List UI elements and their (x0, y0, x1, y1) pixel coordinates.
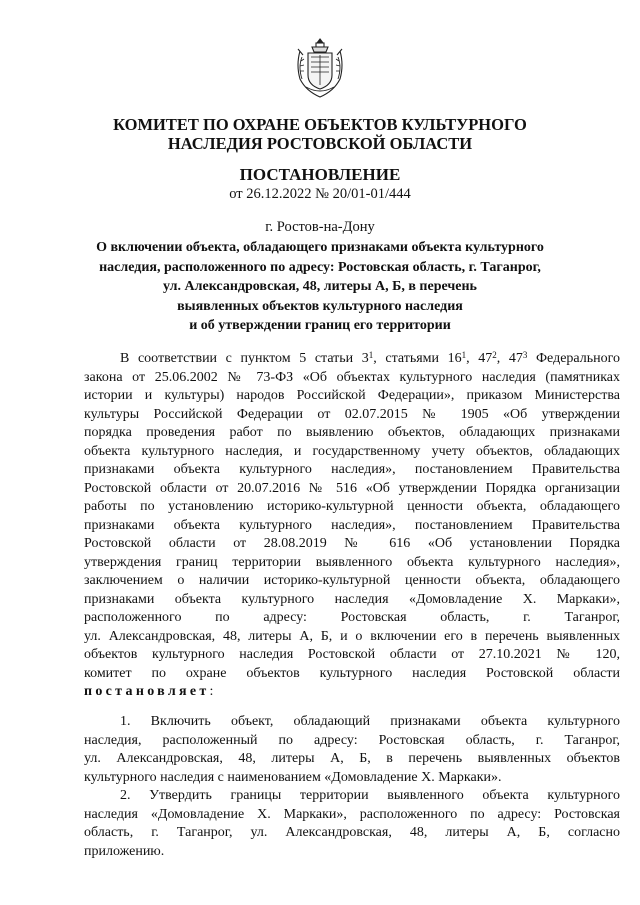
paragraph-line: культурного наследия с наименованием «Домовладение Х. Маркаки». (84, 769, 502, 785)
org-name-line: НАСЛЕДИЯ РОСТОВСКОЙ ОБЛАСТИ (167, 134, 473, 153)
subject-line: наследия, расположенного по адресу: Ростовская область, г. Таганрог, (99, 259, 541, 275)
paragraph-line: признаками объекта культурного наследия», постановлением Правительства (84, 517, 620, 533)
subject-line: и об утверждении границ его территории (189, 318, 451, 333)
subject-line: ул. Александровская, 48, литеры А, Б, в перечень (163, 279, 477, 294)
paragraph-line: порядка проведения работ по выявлению объектов, обладающих признаками (84, 425, 620, 440)
document-city: г. Ростов-на-Дону (265, 219, 375, 235)
rostov-oblast-coat-of-arms-icon (292, 35, 348, 99)
resolution-item-2 (84, 787, 620, 861)
paragraph-line: область, г. Таганрог, ул. Александровская, 48, литеры А, Б, согласно (84, 825, 620, 840)
paragraph-line: расположенного по адресу: Ростовская область, г. Таганрог, (84, 610, 620, 625)
paragraph-line: признаками объекта культурного наследия «Домовладение Х. Маркаки», (84, 591, 620, 607)
paragraph-line: наследия «Домовладение Х. Маркаки», расположенного по адресу: Ростовская (84, 806, 620, 822)
paragraph-line: истории и культуры) народов Российской Федерации», приказом Министерства (84, 388, 620, 403)
paragraph-line: Ростовской области от 20.07.2016 № 516 «Об утверждении Порядка организации (84, 480, 620, 496)
paragraph-line: В соответствии с пунктом 5 статьи $3^1$, статьями $16^1$, $47^2$, $47^3$ Федерального (120, 350, 621, 366)
paragraph-line: признаками объекта культурного наследия», постановлением Правительства (84, 462, 620, 477)
document-subject (60, 238, 580, 336)
organization-name (40, 115, 600, 153)
document-type: ПОСТАНОВЛЕНИЕ (239, 165, 401, 184)
subject-line: О включении объекта, обладающего признаками объекта культурного (96, 240, 544, 255)
resolution-item-1 (84, 713, 620, 787)
paragraph-line: постановляет: (84, 684, 214, 699)
paragraph-line: объекта культурного наследия, и государственному учету объектов, обладающих (84, 443, 620, 459)
paragraph-line: 2. Утвердить границы территории выявленного объекта культурного (120, 788, 620, 803)
paragraph-line: работы по установлению историко-культурной ценности объекта, обладающего (84, 499, 620, 514)
paragraph-line: культуры Российской Федерации от 02.07.2015 № 1905 «Об утверждении (84, 406, 620, 422)
document-date-number: от 26.12.2022 № 20/01-01/444 (229, 186, 411, 202)
resolves-word: постановляет (84, 684, 210, 699)
paragraph-line: 1. Включить объект, обладающий признаками объекта культурного (120, 714, 620, 729)
paragraph-line: утверждения границ территории выявленного объекта культурного наследия», (84, 554, 620, 570)
paragraph-line: комитет по охране объектов культурного наследия Ростовской области (84, 665, 620, 681)
paragraph-line: наследия, расположенный по адресу: Ростовская область, г. Таганрог, (84, 732, 620, 748)
preamble-paragraph (84, 350, 620, 702)
paragraph-line: приложению. (84, 843, 165, 859)
paragraph-line: закона от 25.06.2002 № 73-ФЗ «Об объектах культурного наследия (памятниках (84, 369, 620, 385)
org-name-line: КОМИТЕТ ПО ОХРАНЕ ОБЪЕКТОВ КУЛЬТУРНОГО (113, 115, 527, 134)
paragraph-line: Ростовской области от 28.08.2019 № 616 «Об установлении Порядка (84, 536, 620, 551)
subject-line: выявленных объектов культурного наследия (177, 298, 463, 314)
paragraph-line: ул. Александровская, 48, литеры А, Б, в перечень выявленных объектов (84, 751, 620, 766)
paragraph-line: объектов культурного наследия Ростовской области от 27.10.2021 № 120, (84, 647, 620, 662)
paragraph-line: заключением о наличии историко-культурной ценности объекта, обладающего (84, 573, 620, 588)
paragraph-line: ул. Александровская, 48, литеры А, Б, и о включении его в перечень выявленных (84, 628, 620, 644)
